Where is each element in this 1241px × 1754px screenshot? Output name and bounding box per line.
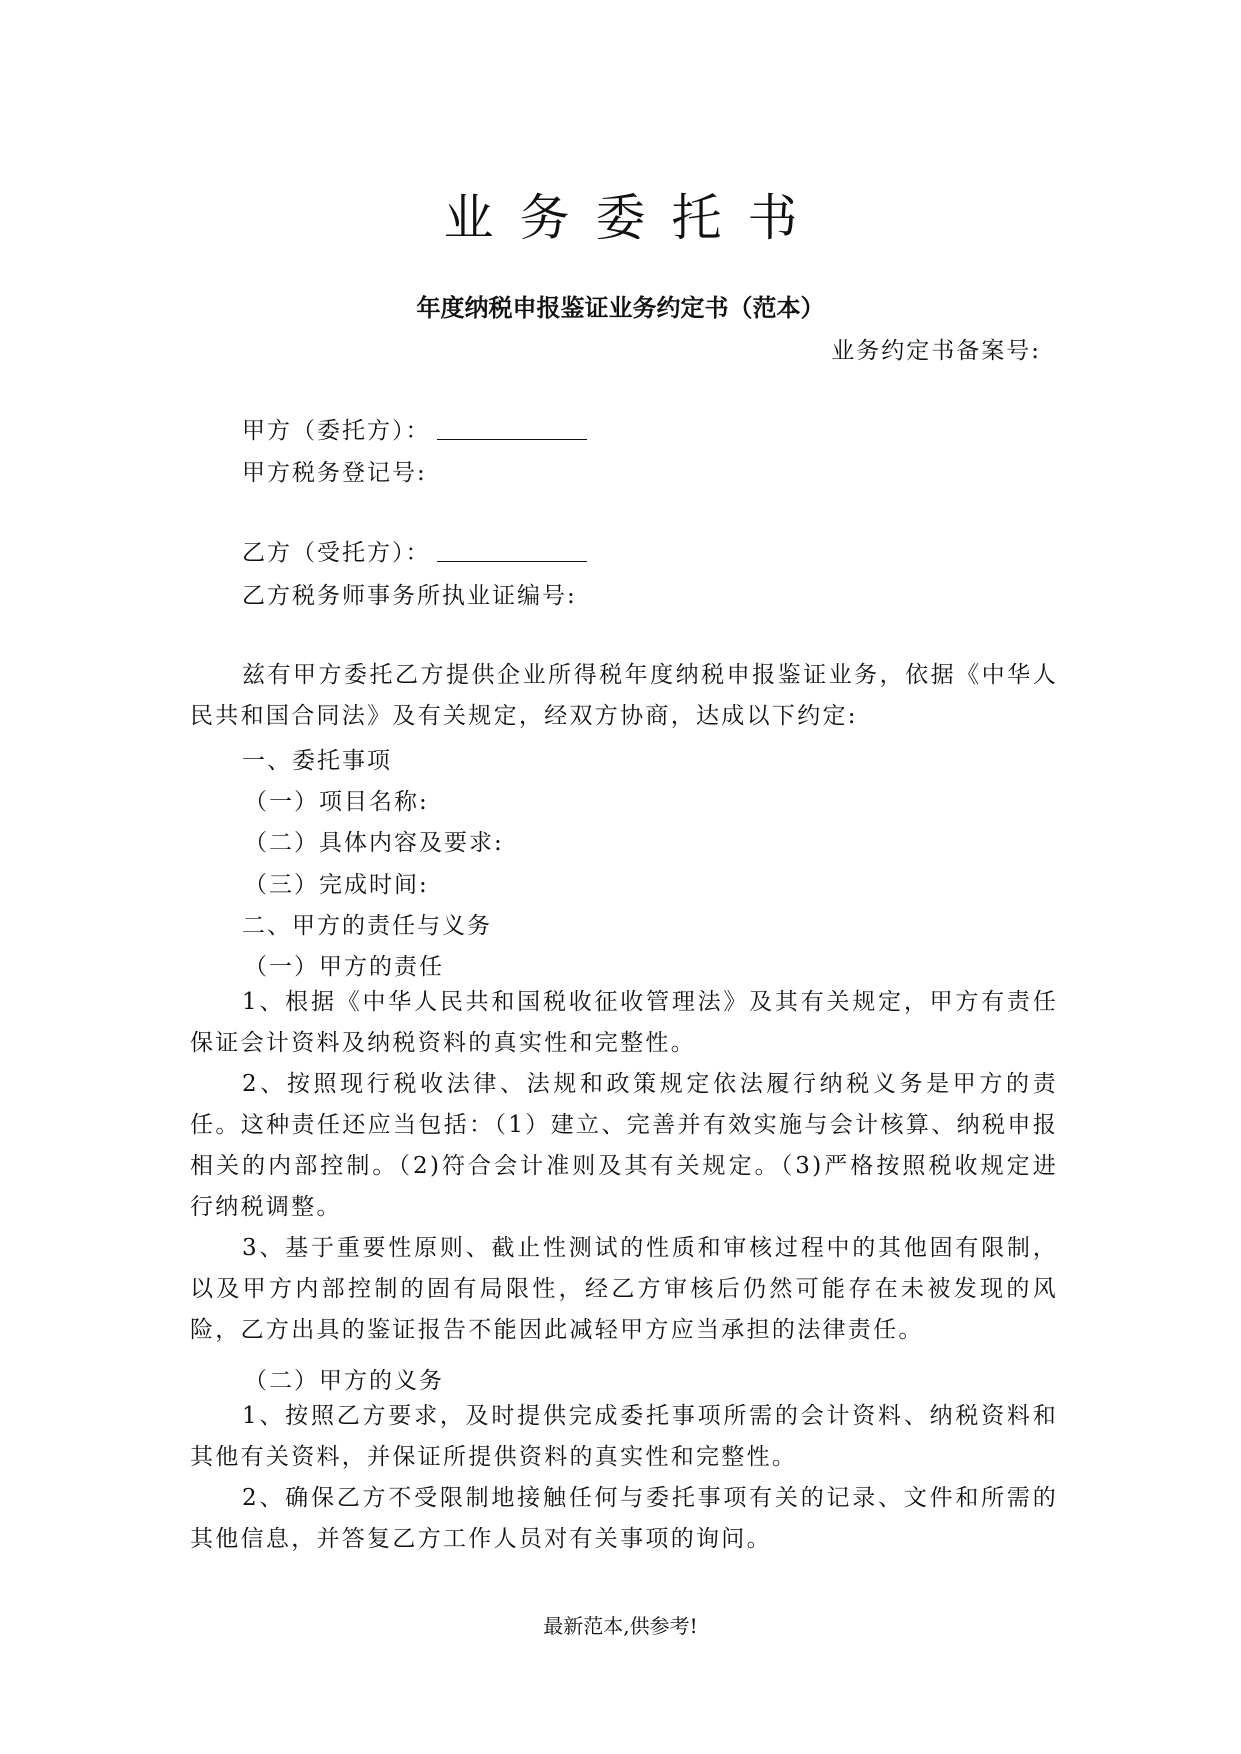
party-b-blank (437, 539, 587, 562)
party-b-license-label: 乙方税务师事务所执业证编号: (242, 583, 577, 609)
record-number-label: 业务约定书备案号: (831, 338, 1041, 364)
party-b-line (242, 534, 587, 567)
section-2-sub-2: （二）甲方的义务 (244, 1368, 444, 1394)
section-2-paragraph-5: 2、确保乙方不受限制地接触任何与委托事项有关的记录、文件和所需的其他信息，并答复乙方工作人员对有关事项的询问。 (190, 1485, 1058, 1552)
intro-paragraph: 兹有甲方委托乙方提供企业所得税年度纳税申报鉴证业务，依据《中华人民共和国合同法》及有关规定，经双方协商，达成以下约定: (190, 662, 1058, 729)
section-2-paragraph-2: 2、按照现行税收法律、法规和政策规定依法履行纳税义务是甲方的责任。这种责任还应当包括：（1）建立、完善并有效实施与会计核算、纳税申报相关的内部控制。（2)符合会计准则及其有关规定。（3)严格按照税收规定进行纳税调整。 (190, 1071, 1058, 1220)
document-title: 业务委托书 (443, 189, 824, 247)
section-2-paragraph-3: 3、基于重要性原则、截止性测试的性质和审核过程中的其他固有限制，以及甲方内部控制的固有局限性，经乙方审核后仍然可能存在未被发现的风险，乙方出具的鉴证报告不能因此减轻甲方应当承担的法律责任。 (190, 1235, 1058, 1343)
section-2-paragraph-4: 1、按照乙方要求，及时提供完成委托事项所需的会计资料、纳税资料和其他有关资料，并保证所提供资料的真实性和完整性。 (190, 1403, 1058, 1470)
footer-note: 最新范本,供参考! (543, 1614, 698, 1638)
party-a-tax-label: 甲方税务登记号: (242, 460, 427, 486)
party-a-label: 甲方（委托方）： (242, 418, 431, 444)
section-2-heading: 二、甲方的责任与义务 (242, 913, 492, 939)
party-b-label: 乙方（受托方）： (242, 540, 431, 566)
section-2-paragraph-1: 1、根据《中华人民共和国税收征收管理法》及其有关规定，甲方有责任保证会计资料及纳税资料的真实性和完整性。 (190, 989, 1058, 1056)
section-1-item-3: （三）完成时间: (244, 872, 429, 898)
document-subtitle: 年度纳税申报鉴证业务约定书（范本） (416, 293, 825, 322)
section-1-item-1: （一）项目名称: (244, 789, 429, 815)
party-a-line (242, 412, 587, 445)
section-1-item-2: （二）具体内容及要求: (244, 830, 504, 856)
section-1-heading: 一、委托事项 (242, 748, 392, 774)
section-2-sub-1: （一）甲方的责任 (244, 954, 444, 980)
party-a-blank (437, 417, 587, 440)
